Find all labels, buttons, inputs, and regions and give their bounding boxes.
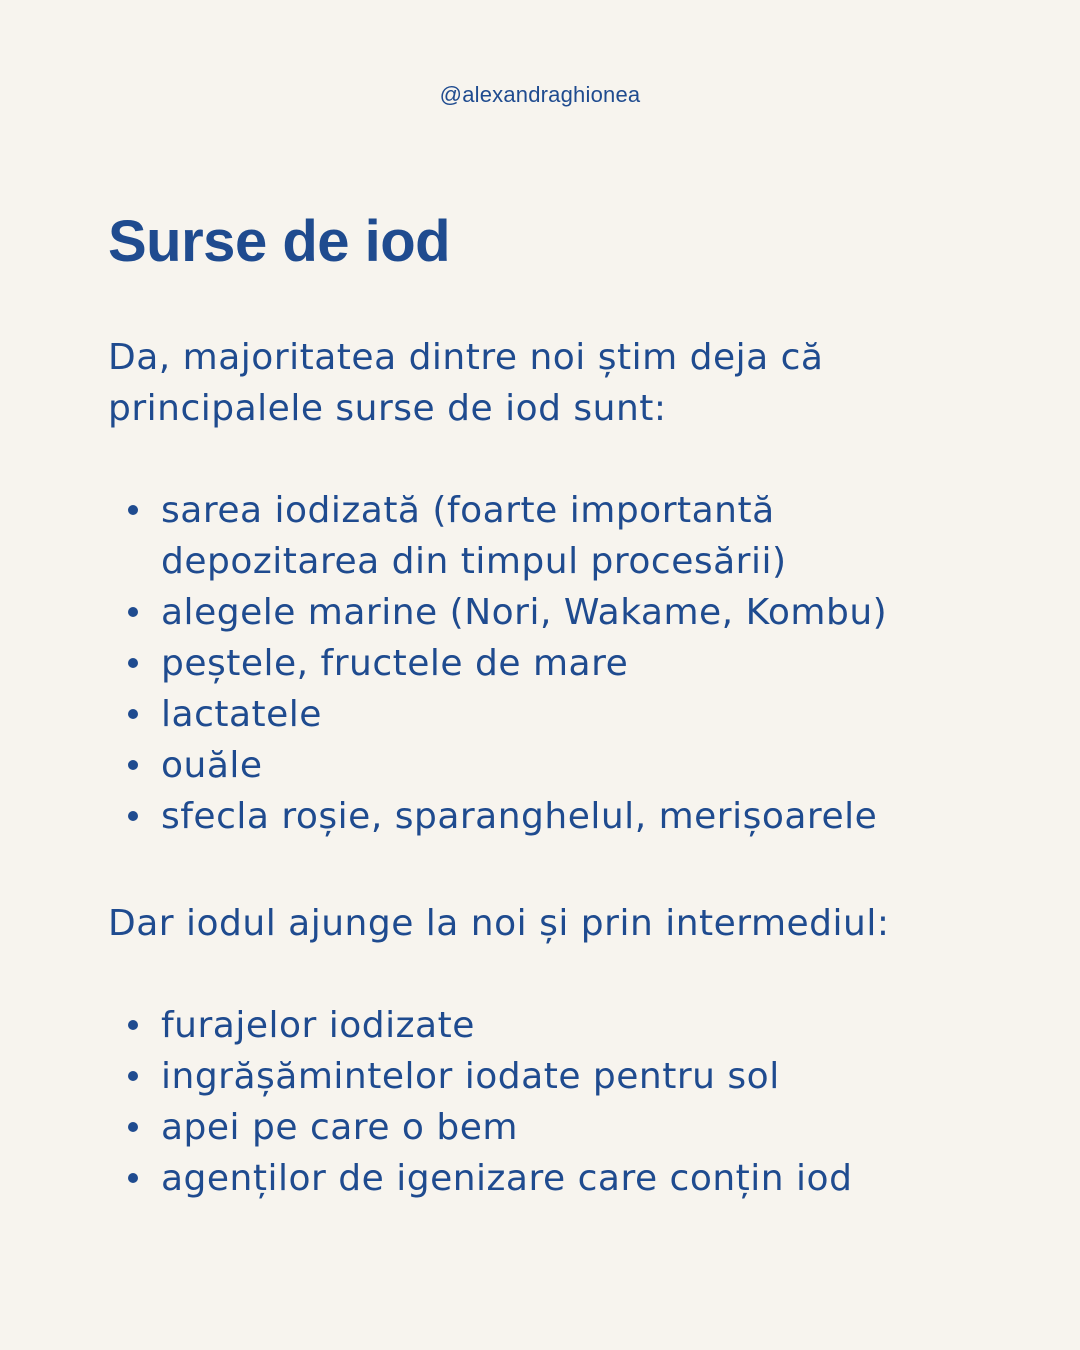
bullet-icon (128, 1173, 138, 1183)
list-item-text: agenților de igenizare care conțin iod (161, 1158, 853, 1199)
list-item-text: furajelor iodizate (161, 1005, 475, 1046)
list-item (108, 1000, 972, 1051)
secondary-sources-list (108, 1000, 972, 1204)
list-item (108, 1153, 972, 1204)
bullet-icon (128, 505, 138, 515)
page-title: Surse de iod (108, 209, 451, 274)
bullet-icon (128, 1071, 138, 1081)
list-item (108, 485, 972, 587)
list-item (108, 587, 972, 638)
list-item (108, 791, 972, 842)
bullet-icon (128, 760, 138, 770)
list-item-text: sarea iodizată (foarte importantă depozitarea din timpul procesării) (161, 490, 787, 582)
bullet-icon (128, 607, 138, 617)
list-item-text: alegele marine (Nori, Wakame, Kombu) (161, 592, 888, 633)
list-item (108, 1102, 972, 1153)
list-item-text: peștele, fructele de mare (161, 643, 629, 684)
list-item-text: sfecla roșie, sparanghelul, merișoarele (161, 796, 878, 837)
secondary-intro-paragraph: Dar iodul ajunge la noi și prin intermediul: (108, 903, 890, 944)
bullet-icon (128, 709, 138, 719)
bullet-icon (128, 811, 138, 821)
list-item (108, 638, 972, 689)
author-handle: @alexandraghionea (439, 82, 641, 107)
list-item (108, 689, 972, 740)
list-item (108, 740, 972, 791)
list-item (108, 1051, 972, 1102)
list-item-text: lactatele (161, 694, 322, 735)
bullet-icon (128, 1122, 138, 1132)
list-item-text: apei pe care o bem (161, 1107, 518, 1148)
intro-paragraph: Da, majoritatea dintre noi știm deja că principalele surse de iod sunt: (108, 337, 824, 429)
bullet-icon (128, 1020, 138, 1030)
primary-sources-list (108, 485, 972, 842)
article-content (108, 210, 972, 1204)
list-item-text: ouăle (161, 745, 263, 786)
bullet-icon (128, 658, 138, 668)
list-item-text: ingrășămintelor iodate pentru sol (161, 1056, 780, 1097)
